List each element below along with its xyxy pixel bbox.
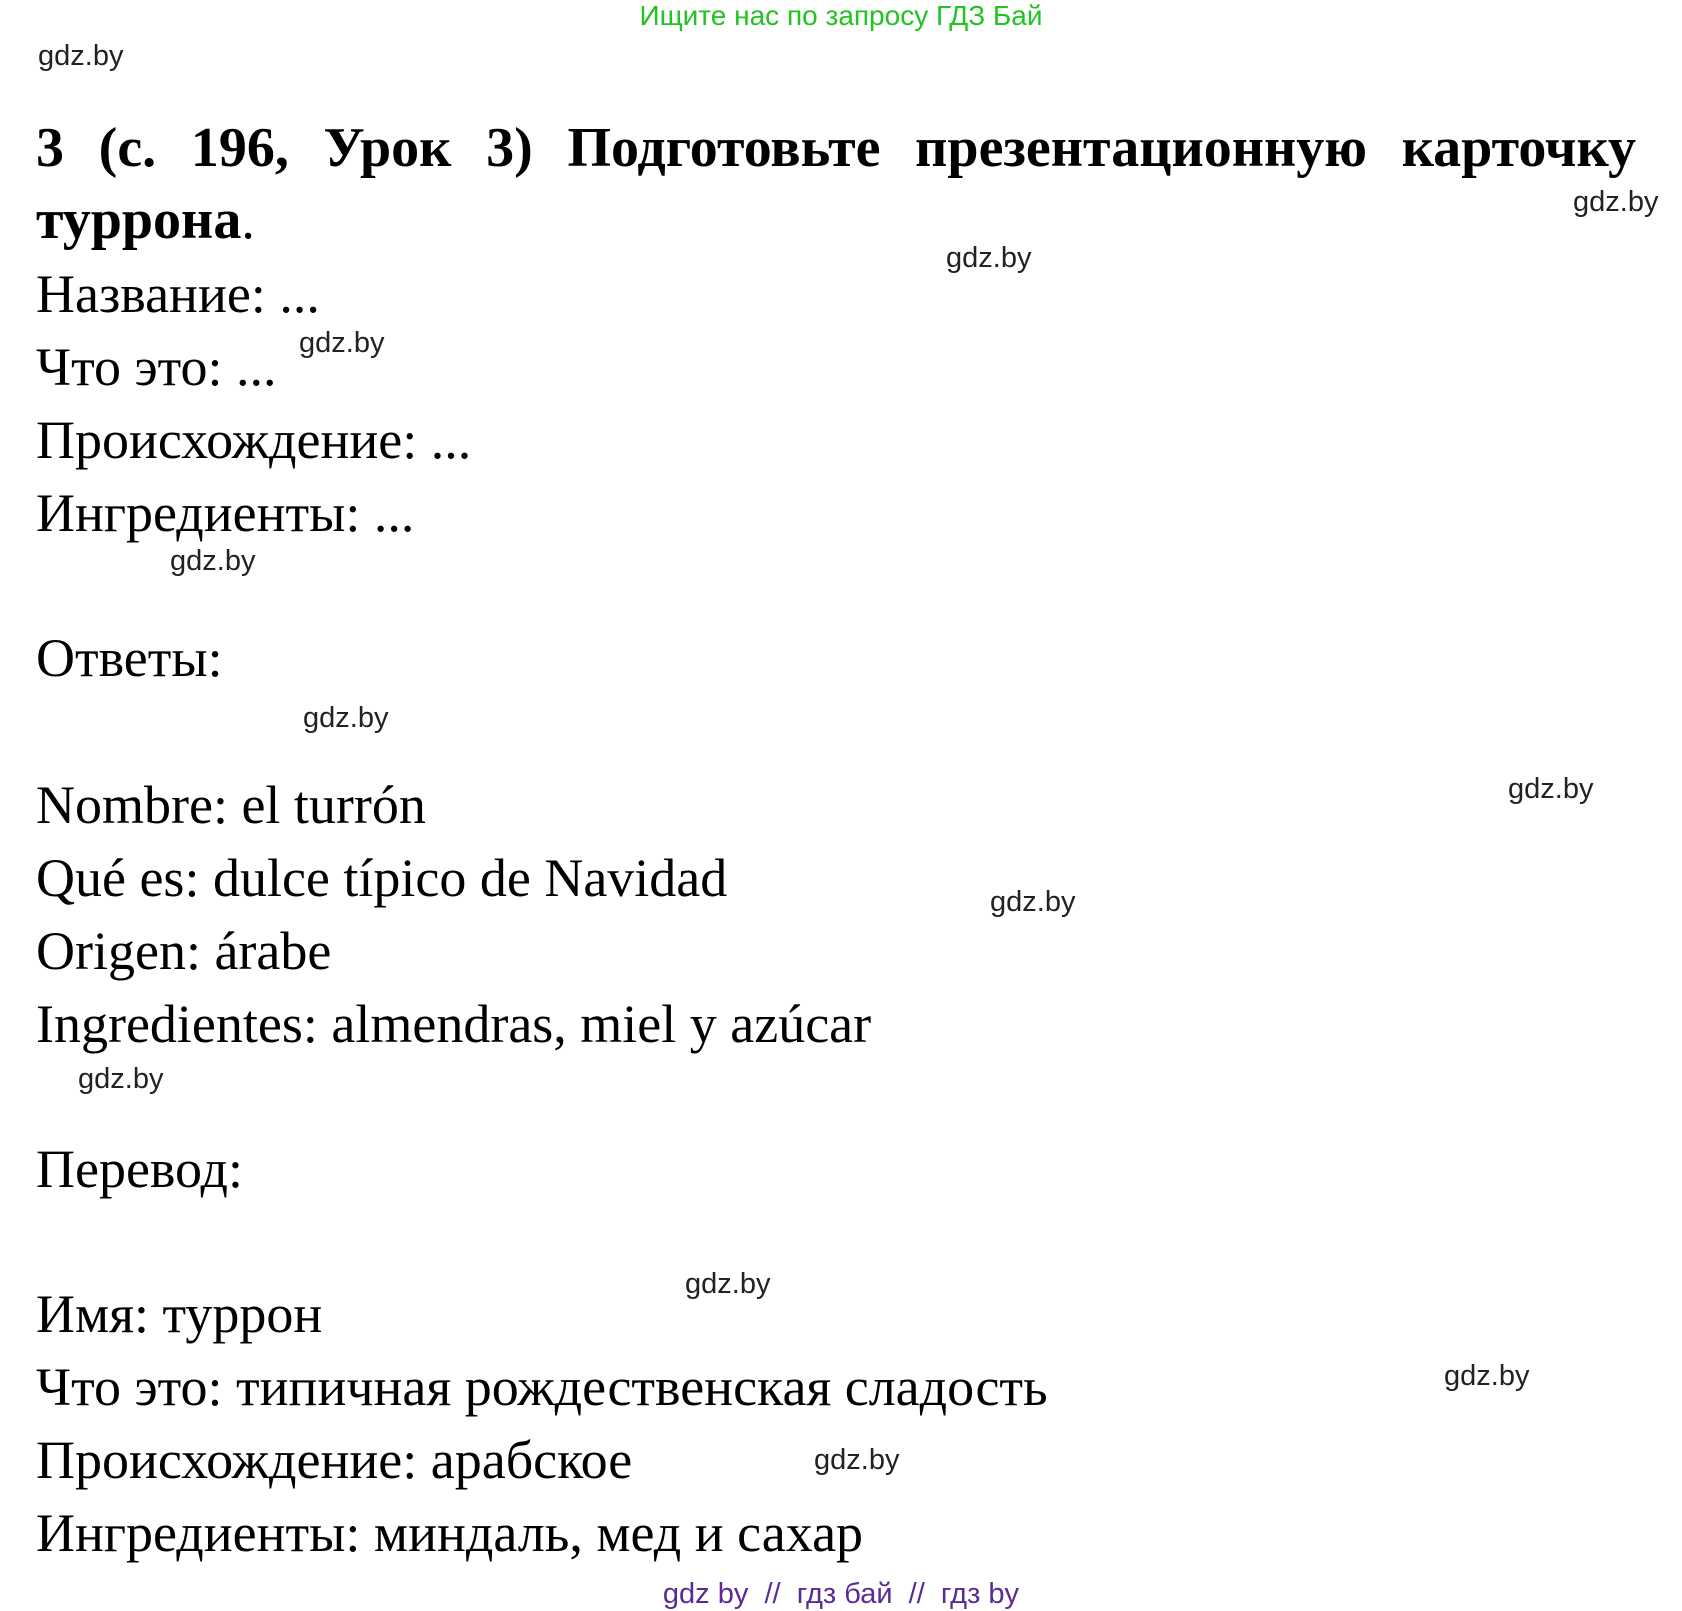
title-word: карточку <box>1401 117 1636 179</box>
translation-line: Происхождение: арабское <box>36 1430 633 1490</box>
title-word: 196, <box>190 117 289 179</box>
search-banner: Ищите нас по запросу ГДЗ Бай <box>639 0 1043 31</box>
watermark: gdz.by <box>299 327 385 359</box>
task-title-line2 <box>36 188 255 252</box>
answer-line: Ingredientes: almendras, miel y azúcar <box>36 994 872 1054</box>
translation-line: Имя: туррон <box>36 1284 323 1344</box>
title-word: (с. <box>98 117 157 179</box>
template-field-name: Название: ... <box>36 264 320 324</box>
footer-watermark: gdz by // гдз бай // гдз by <box>662 1578 1020 1610</box>
title-word: 3) <box>486 117 533 179</box>
translation-line: Ингредиенты: миндаль, мед и сахар <box>36 1503 864 1563</box>
watermark: gdz.by <box>170 545 256 577</box>
watermark: gdz.by <box>946 242 1032 274</box>
translation-heading: Перевод: <box>36 1139 243 1199</box>
watermark: gdz.by <box>38 40 124 72</box>
template-field-what: Что это: ... <box>36 337 277 397</box>
watermark: gdz.by <box>303 702 389 734</box>
template-field-ingredients: Ингредиенты: ... <box>36 483 415 543</box>
title-word: туррона <box>36 189 242 251</box>
translation-line: Что это: типичная рождественская сладость <box>36 1357 1048 1417</box>
watermark: gdz.by <box>990 886 1076 918</box>
answer-line: Nombre: el turrón <box>36 775 426 835</box>
task-title-line1 <box>36 116 1636 180</box>
watermark: gdz.by <box>1444 1360 1530 1392</box>
title-word: презентационную <box>915 117 1368 179</box>
watermark: gdz.by <box>685 1268 771 1300</box>
watermark: gdz.by <box>78 1063 164 1095</box>
answers-heading: Ответы: <box>36 628 223 688</box>
watermark: gdz.by <box>1573 186 1659 218</box>
watermark: gdz.by <box>814 1444 900 1476</box>
title-word: Подготовьте <box>567 117 881 179</box>
title-word: 3 <box>36 117 64 179</box>
answer-line: Qué es: dulce típico de Navidad <box>36 848 728 908</box>
title-word: Урок <box>323 117 452 179</box>
watermark: gdz.by <box>1508 773 1594 805</box>
title-period: . <box>241 190 255 250</box>
answer-line: Origen: árabe <box>36 921 332 981</box>
template-field-origin: Происхождение: ... <box>36 410 472 470</box>
